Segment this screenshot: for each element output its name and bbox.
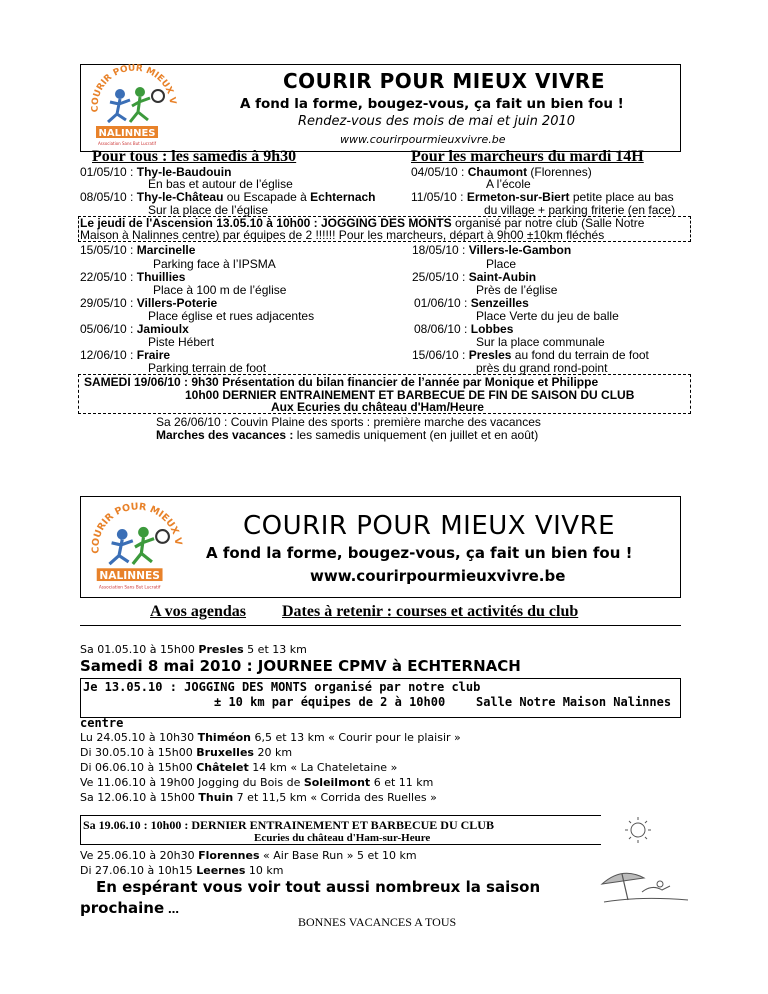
tuesday-item: 18/05/10 : Villers-le-Gambon [412,243,572,257]
svg-text:COURIR POUR MIEUX VIVRE: COURIR POUR MIEUX V [90,63,178,113]
event-item: Sa 01.05.10 à 15h00 Presles 5 et 13 km [80,643,307,656]
tuesday-item: 01/06/10 : Senzeilles [414,296,529,310]
closing-line-2: prochaine … [80,899,179,917]
svg-text:Association Sans But Lucratif: Association Sans But Lucratif [98,584,161,590]
saturday-item: 15/05/10 : Marcinelle [80,243,196,257]
samedi-line-3: Aux Ecuries du château d'Ham/Heure [271,400,484,414]
closing-line-1: En espérant vous voir tout aussi nombreux la saison [96,878,541,896]
saturday-item: 29/05/10 : Villers-Poterie [80,296,218,310]
saturday-detail: Place église et rues adjacentes [148,309,315,323]
tuesday-detail: près du grand rond-point [476,361,608,375]
saturday-item: 01/05/10 : Thy-le-Baudouin [80,165,232,179]
svg-text:COURIR POUR MIEUX VIVRE: COURIR POUR MIEUX V [90,501,184,554]
saturday-detail: Place à 100 m de l’église [153,283,287,297]
club-logo-1 [84,62,182,148]
barbecue-line-1: Sa 19.06.10 : 10h00 : DERNIER ENTRAINEMENT ET BARBECUE DU CLUB [83,818,494,832]
slogan: A fond la forme, bougez-vous, ça fait un bien fou ! [240,96,624,112]
runner-logo-icon [84,62,182,148]
event-item: Di 30.05.10 à 15h00 Bruxelles 20 km [80,746,293,759]
jogging2-line-2: ± 10 km par équipes de 2 à 10h00 [214,695,446,709]
event-item: Di 27.06.10 à 10h15 Leernes 10 km [80,864,284,877]
jogging-line-2: Maison à Nalinnes centre) par équipes de 2 !!!!!! Pour les marcheurs, départ à 9h00 ±10km fléchés [80,228,605,242]
jogging-line-1: Le jeudi de l'Ascension 13.05.10 à 10h00 : JOGGING DES MONTS organisé par notre club (Salle Notre [80,216,645,230]
rdv-line: Rendez-vous des mois de mai et juin 2010 [298,114,576,129]
agenda-subtitle: Dates à retenir : courses et activités du club [282,603,579,620]
samedi-line-2: 10h00 DERNIER ENTRAINEMENT ET BARBECUE DE FIN DE SAISON DU CLUB [185,388,635,402]
saturday-detail: Parking face à l’IPSMA [153,257,276,271]
tuesday-detail: Place Verte du jeu de balle [476,309,619,323]
tuesday-item: 08/06/10 : Lobbes [414,322,514,336]
tuesday-item: 04/05/10 : Chaumont (Florennes) [411,165,592,179]
page-title: COURIR POUR MIEUX VIVRE [283,69,605,93]
svg-text:NALINNES: NALINNES [99,568,160,582]
event-item: Lu 24.05.10 à 10h30 Thiméon 6,5 et 13 km « Courir pour le plaisir » [80,731,461,744]
saturday-detail: Sur la place de l’église [148,203,269,217]
svg-text:NALINNES: NALINNES [98,128,156,139]
saturday-item: 08/05/10 : Thy-le-Château ou Escapade à Echternach [80,190,376,204]
vacances-line: Marches des vacances : les samedis uniquement (en juillet et en août) [156,428,539,442]
tuesday-detail: Sur la place communale [476,335,605,349]
event-item: Ve 25.06.10 à 20h30 Florennes « Air Base Run » 5 et 10 km [80,849,417,862]
right-column-title: Pour les marcheurs du mardi 14H [411,148,644,165]
event-item: Di 06.06.10 à 15h00 Châtelet 14 km « La Chateletaine » [80,761,398,774]
saturday-item: 05/06/10 : Jamioulx [80,322,189,336]
club-logo-2 [84,500,188,592]
samedi-line-1: SAMEDI 19/06/10 : 9h30 Présentation du bilan financier de l’année par Monique et Philippe [84,375,599,389]
jogging2-line-1: Je 13.05.10 : JOGGING DES MONTS organisé par notre club [83,680,481,694]
event-item: Sa 12.06.10 à 15h00 Thuin 7 et 11,5 km « Corrida des Ruelles » [80,791,437,804]
tuesday-detail: du village + parking friterie (en face) [484,203,676,217]
page-title-2: COURIR POUR MIEUX VIVRE [243,511,616,541]
couvin-line: Sa 26/06/10 : Couvin Plaine des sports : première marche des vacances [156,415,541,429]
tuesday-detail: Près de l’église [476,283,558,297]
jogging2-line-3: centre [80,716,124,730]
saturday-detail: En bas et autour de l’église [148,177,293,191]
echternach-heading: Samedi 8 mai 2010 : JOURNEE CPMV à ECHTERNACH [80,657,521,675]
jogging2-line-2-right: Salle Notre Maison Nalinnes [476,695,672,709]
bonnes-vacances: BONNES VACANCES A TOUS [298,915,457,929]
slogan-2: A fond la forme, bougez-vous, ça fait un bien fou ! [206,544,633,562]
left-column-title: Pour tous : les samedis à 9h30 [92,148,297,165]
tuesday-item: 25/05/10 : Saint-Aubin [412,270,537,284]
tuesday-item: 11/05/10 : Ermeton-sur-Biert petite place au bas [411,190,674,204]
beach-umbrella-icon [600,812,692,906]
website-link-2[interactable]: www.courirpourmieuxvivre.be [310,567,566,585]
website-link[interactable]: www.courirpourmieuxvivre.be [340,133,506,146]
runner-logo-icon [84,500,188,592]
barbecue-line-2: Ecuries du château d'Ham-sur-Heure [254,832,431,844]
svg-text:Association Sans But Lucratif: Association Sans But Lucratif [97,141,157,146]
event-item: Ve 11.06.10 à 19h00 Jogging du Bois de Soleilmont 6 et 11 km [80,776,434,789]
tuesday-item: 15/06/10 : Presles au fond du terrain de foot [412,348,649,362]
tuesday-detail: A l’école [486,177,531,191]
saturday-detail: Piste Hébert [148,335,215,349]
saturday-detail: Parking terrain de foot [148,361,267,375]
saturday-item: 12/06/10 : Fraire [80,348,171,362]
agenda-rule [80,625,681,626]
tuesday-detail: Place [486,257,517,271]
beach-illustration [600,812,692,906]
saturday-item: 22/05/10 : Thuillies [80,270,186,284]
agenda-title: A vos agendas [150,603,247,620]
